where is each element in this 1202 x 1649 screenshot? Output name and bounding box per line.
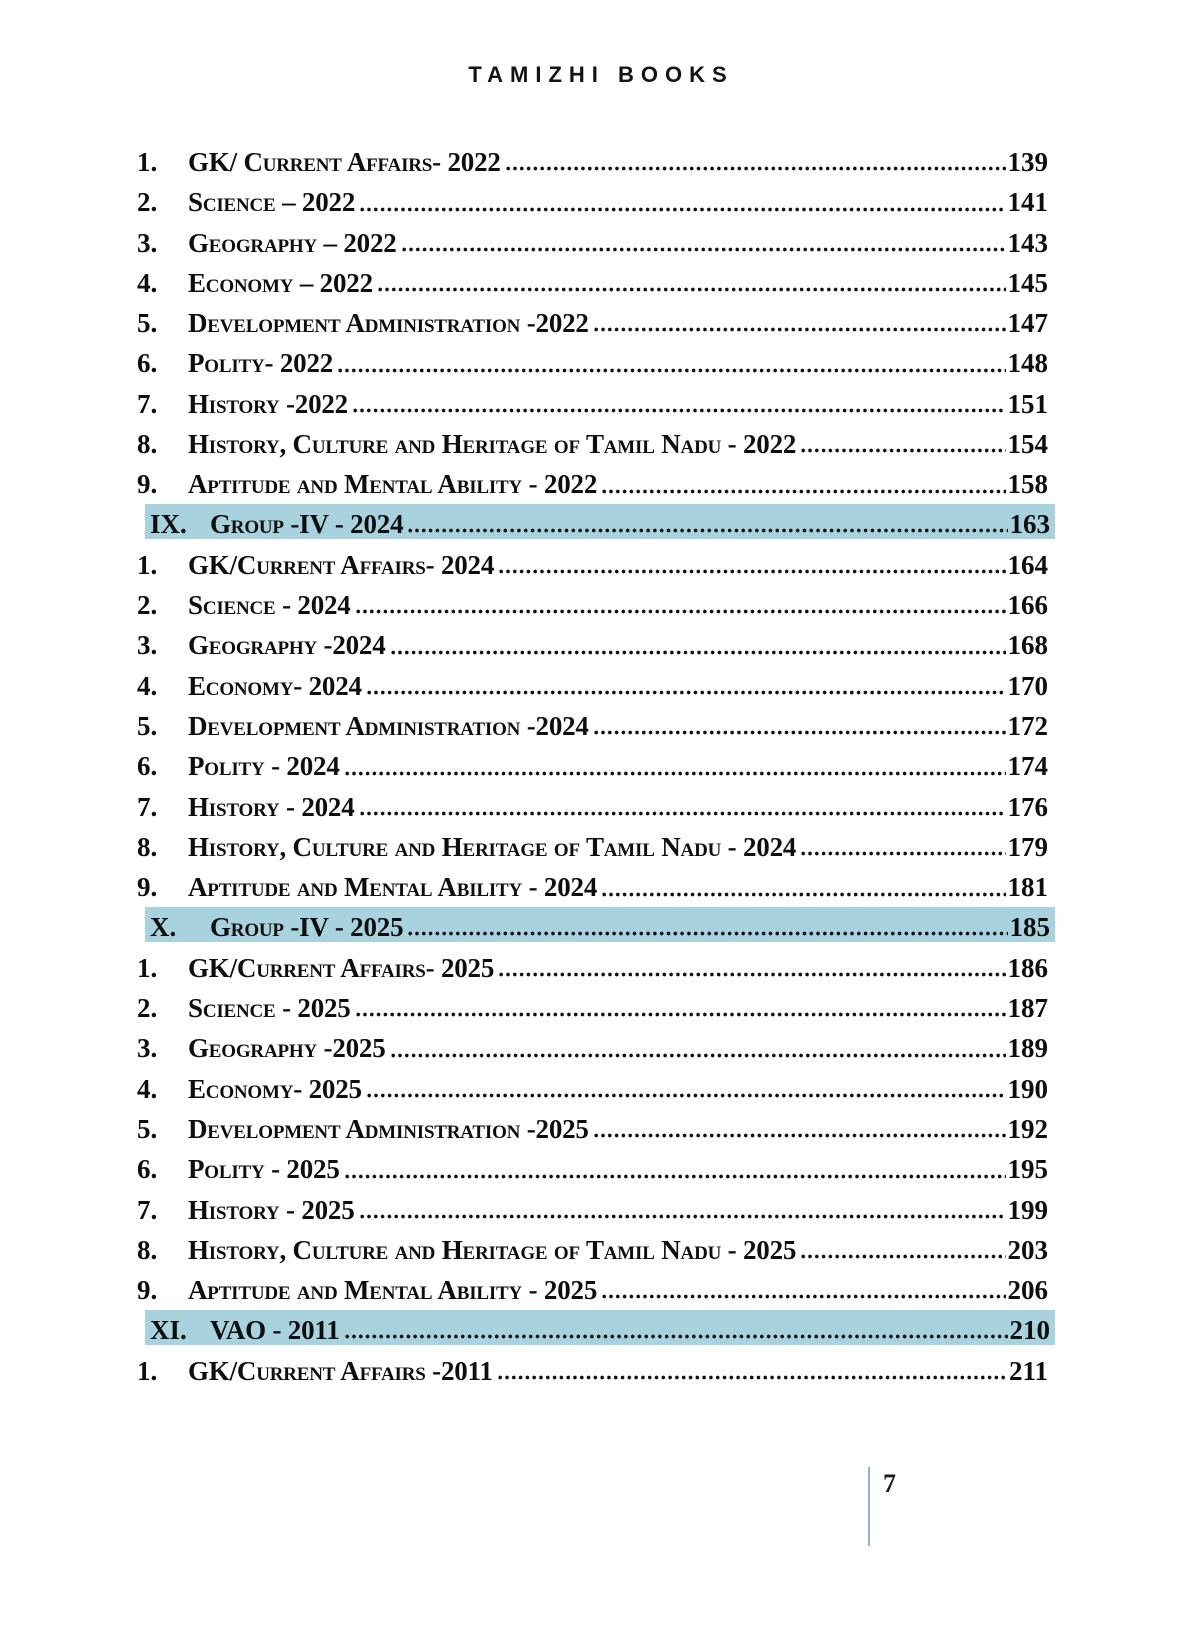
dotted-leader [594,1133,1006,1138]
toc-entry-page: 176 [1007,791,1048,822]
toc-entry-page: 147 [1007,308,1048,339]
toc-section-row [145,907,1055,942]
toc-entry-page: 170 [1007,670,1048,701]
dotted-leader [408,528,1007,533]
dotted-leader [360,811,1006,816]
dotted-leader [367,1093,1006,1098]
toc-entry-title: Geography -2025 [188,1033,386,1064]
dotted-leader [356,609,1006,614]
toc-entry-number: 6. [137,1154,158,1185]
dotted-leader [594,327,1006,332]
dotted-leader [360,207,1005,212]
toc-entry-page: 145 [1007,267,1048,298]
dotted-leader [801,851,1005,856]
toc-entry-title: GK/Current Affairs- 2025 [188,952,495,983]
toc-entry-number: 1. [137,1355,158,1386]
dotted-leader [402,247,1006,252]
dotted-leader [356,1012,1006,1017]
dotted-leader [338,368,1005,373]
toc-entry-page: 195 [1007,1154,1048,1185]
toc-entry-page: 172 [1007,711,1048,742]
toc-entry-title: History -2022 [188,388,348,419]
toc-row [134,864,1055,904]
dotted-leader [391,1053,1006,1058]
toc-row [134,824,1055,864]
toc-row [134,340,1055,380]
toc-entry-title: History, Culture and Heritage of Tamil Nadu - 2025 [188,1234,797,1265]
toc-entry-title: GK/Current Affairs- 2024 [188,549,495,580]
toc-row [134,622,1055,662]
toc-entry-number: 8. [137,1234,158,1265]
toc-entry-number: 8. [137,831,158,862]
toc-entry-page: 189 [1007,1033,1048,1064]
toc-entry-page: 151 [1007,388,1048,419]
toc-entry-title: Science - 2025 [188,993,351,1024]
toc-entry-page: 139 [1007,147,1048,177]
toc-entry-title: History - 2025 [188,1194,355,1225]
toc-entry-page: 154 [1007,429,1048,460]
toc-row [134,784,1055,824]
toc-entry-title: Development Administration -2025 [188,1113,589,1144]
toc-entry-title: History, Culture and Heritage of Tamil Nadu - 2024 [188,831,797,862]
toc-entry-title: Science - 2024 [188,590,351,621]
toc-entry-page: 185 [1009,912,1050,943]
dotted-leader [499,972,1005,977]
toc-row [134,542,1055,582]
toc-entry-title: Science – 2022 [188,187,356,218]
toc-entry-number: 9. [137,872,158,903]
toc-entry-page: 211 [1008,1355,1048,1386]
toc-entry-title: Aptitude and Mental Ability - 2025 [188,1275,598,1306]
toc-entry-title: Development Administration -2024 [188,711,589,742]
toc-entry-title: VAO - 2011 [210,1314,340,1345]
toc-row [134,1146,1055,1186]
toc-entry-title: Geography -2024 [188,630,386,661]
toc-entry-number: 6. [137,751,158,782]
toc-row [134,1227,1055,1267]
toc-row [134,1187,1055,1227]
toc-entry-number: 1. [137,549,158,580]
toc-entry-number: 4. [137,1073,158,1104]
toc-entry-page: 210 [1009,1314,1050,1345]
toc-entry-page: 166 [1007,590,1048,621]
toc-entry-number: 5. [137,308,158,339]
toc-entry-page: 192 [1007,1113,1048,1144]
toc-entry-number: 5. [137,1113,158,1144]
toc-row [134,1267,1055,1307]
toc-row [134,139,1055,179]
toc-entry-number: 9. [137,1275,158,1306]
toc-entry-number: 3. [137,630,158,661]
book-brand-title: TAMIZHI BOOKS [468,62,734,87]
dotted-leader [360,1214,1006,1219]
toc-entry-number: 1. [137,952,158,983]
toc-entry-page: 206 [1007,1275,1048,1306]
dotted-leader [602,892,1005,897]
dotted-leader [602,489,1005,494]
toc-row [134,945,1055,985]
toc-list [134,139,1055,1388]
dotted-leader [345,771,1006,776]
dotted-leader [602,1294,1005,1299]
toc-entry-number: 7. [137,1194,158,1225]
toc-entry-number: 7. [137,388,158,419]
toc-entry-page: 179 [1007,831,1048,862]
toc-row [134,260,1055,300]
toc-entry-title: Group -IV - 2025 [210,912,404,943]
toc-row [134,703,1055,743]
dotted-leader [367,690,1006,695]
toc-entry-title: Economy- 2025 [188,1073,362,1104]
toc-entry-title: Economy- 2024 [188,670,362,701]
toc-entry-number: 2. [137,993,158,1024]
dotted-leader [801,448,1005,453]
toc-entry-number: 4. [137,670,158,701]
toc-row [134,1025,1055,1065]
toc-entry-page: 186 [1007,952,1048,983]
toc-entry-page: 141 [1007,187,1048,218]
toc-entry-title: Polity- 2022 [188,348,334,379]
toc-entry-title: Geography – 2022 [188,227,397,258]
toc-row [134,1066,1055,1106]
toc-row [134,1348,1055,1388]
toc-entry-title: History, Culture and Heritage of Tamil Nadu - 2022 [188,429,797,460]
toc-entry-number: X. [150,912,177,943]
toc-entry-title: Aptitude and Mental Ability - 2024 [188,872,598,903]
toc-section-row [145,504,1055,539]
toc-entry-page: 181 [1007,872,1048,903]
toc-row [134,582,1055,622]
toc-entry-title: Polity - 2025 [188,1154,340,1185]
dotted-leader [391,650,1006,655]
toc-entry-page: 203 [1007,1234,1048,1265]
toc-entry-number: 9. [137,469,158,500]
toc-entry-page: 148 [1007,348,1048,379]
dotted-leader [345,1174,1006,1179]
toc-row [134,381,1055,421]
toc-entry-title: Polity - 2024 [188,751,340,782]
toc-entry-page: 158 [1007,469,1048,500]
toc-row [134,421,1055,461]
toc-row [134,461,1055,501]
toc-entry-page: 163 [1009,509,1050,540]
toc-section-row [145,1310,1055,1345]
toc-entry-title: Group -IV - 2024 [210,509,404,540]
toc-entry-title: Aptitude and Mental Ability - 2022 [188,469,598,500]
dotted-leader [594,730,1006,735]
toc-entry-number: 3. [137,227,158,258]
page-footer [868,1467,896,1546]
toc-entry-number: 2. [137,187,158,218]
toc-entry-number: 8. [137,429,158,460]
toc-entry-title: GK/ Current Affairs- 2022 [188,147,501,177]
toc-entry-page: 190 [1007,1073,1048,1104]
toc-row [134,985,1055,1025]
toc-entry-title: GK/Current Affairs -2011 [188,1355,493,1386]
toc-entry-page: 164 [1007,549,1048,580]
toc-entry-title: Economy – 2022 [188,267,373,298]
toc-entry-title: History - 2024 [188,791,355,822]
toc-entry-number: 7. [137,791,158,822]
dotted-leader [506,166,1006,171]
toc-entry-number: 6. [137,348,158,379]
dotted-leader [498,1375,1007,1380]
toc-row [134,663,1055,703]
toc-entry-number: 1. [137,147,158,177]
toc-entry-page: 187 [1007,993,1048,1024]
dotted-leader [345,1334,1008,1339]
toc-entry-title: Development Administration -2022 [188,308,589,339]
toc-entry-number: 5. [137,711,158,742]
toc-row [134,300,1055,340]
toc-row [134,179,1055,219]
toc-entry-page: 199 [1007,1194,1048,1225]
toc-entry-page: 168 [1007,630,1048,661]
dotted-leader [499,569,1005,574]
toc-row [134,220,1055,260]
toc-entry-number: 4. [137,267,158,298]
page-number: 7 [883,1469,896,1498]
toc-entry-number: XI. [150,1314,187,1345]
dotted-leader [378,287,1006,292]
toc-row [134,743,1055,783]
toc-entry-number: IX. [150,509,187,540]
dotted-leader [353,408,1006,413]
dotted-leader [801,1254,1005,1259]
toc-entry-page: 143 [1007,227,1048,258]
toc-entry-number: 3. [137,1033,158,1064]
dotted-leader [408,931,1007,936]
toc-row [134,1106,1055,1146]
toc-entry-number: 2. [137,590,158,621]
toc-entry-page: 174 [1007,751,1048,782]
